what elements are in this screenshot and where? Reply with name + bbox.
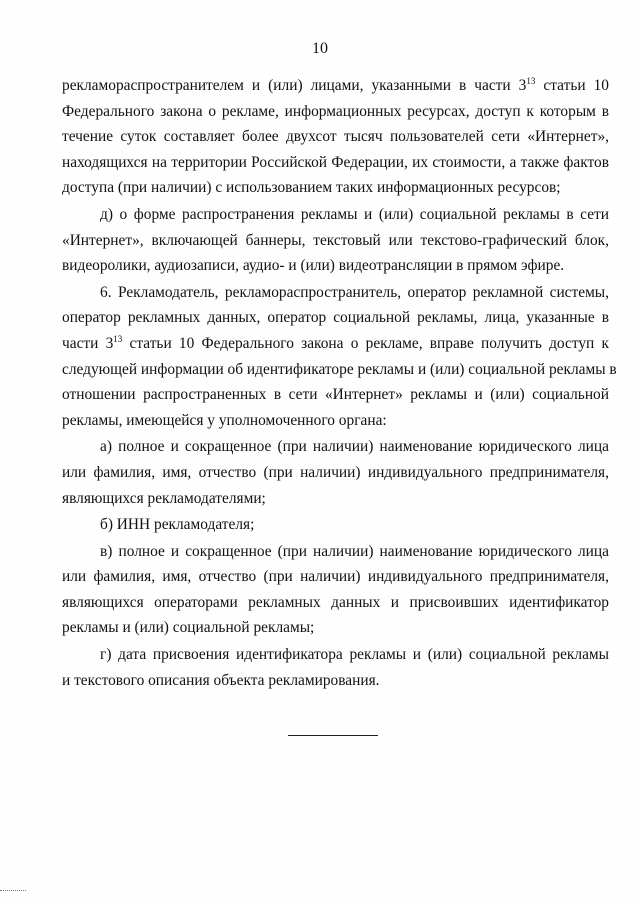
text-line: или фамилия, имя, отчество (при наличии) индивидуального предпринимателя, — [62, 568, 609, 586]
text-fragment: рекламораспространителем и (или) лицами, указанными в части 3 — [62, 77, 527, 94]
paragraph-item-d — [62, 202, 609, 279]
paragraph-continuation — [62, 73, 609, 201]
text-line: оператор рекламных данных, оператор социальной рекламы, лица, указанные в — [62, 309, 609, 327]
text-line — [62, 331, 609, 357]
text-line: или фамилия, имя, отчество (при наличии) индивидуального предпринимателя, — [62, 463, 609, 481]
superscript: 13 — [526, 76, 536, 86]
document-body — [62, 73, 617, 693]
paragraph-item-g — [62, 642, 609, 693]
text-line: являющихся операторами рекламных данных и присвоивших идентификатор — [62, 593, 609, 611]
text-line: д) о форме распространения рекламы и (или) социальной рекламы в сети — [100, 205, 609, 223]
text-line: следующей информации об идентификаторе рекламы и (или) социальной рекламы в — [62, 360, 617, 378]
superscript: 13 — [113, 333, 123, 344]
text-line: а) полное и сокращенное (при наличии) наименование юридического лица — [100, 438, 609, 456]
text-line: видеоролики, аудиозаписи, аудио- и (или) видеотрансляции в прямом эфире. — [62, 257, 565, 275]
text-line: течение суток составляет более двухсот тысяч пользователей сети «Интернет», — [62, 128, 609, 146]
text-line: доступа (при наличии) с использованием таких информационных ресурсов; — [62, 179, 561, 197]
text-fragment: статьи 10 — [535, 77, 609, 94]
text-line: рекламы, имеющейся у уполномоченного органа: — [62, 411, 387, 429]
text-line — [62, 73, 609, 99]
text-line: отношении распространенных в сети «Интернет» рекламы и (или) социальной — [62, 386, 609, 404]
text-line: г) дата присвоения идентификатора рекламы и (или) социальной рекламы — [100, 646, 609, 664]
text-line: 6. Рекламодатель, рекламораспространитель, оператор рекламной системы, — [100, 283, 609, 301]
text-fragment: части 3 — [62, 334, 114, 352]
text-line: «Интернет», включающей баннеры, текстовый или текстово-графический блок, — [62, 231, 609, 249]
paragraph-item-a — [62, 434, 609, 511]
end-of-text-rule — [288, 735, 378, 736]
text-line: в) полное и сокращенное (при наличии) наименование юридического лица — [100, 542, 609, 560]
scan-edge-mark — [0, 890, 26, 891]
text-fragment: статьи 10 Федерального закона о рекламе, вправе получить доступ к — [122, 334, 609, 352]
paragraph-6 — [62, 280, 617, 434]
text-line: и текстового описания объекта рекламирования. — [62, 671, 380, 689]
text-line: находящихся на территории Российской Федерации, их стоимости, а также фактов — [62, 153, 609, 171]
text-line: б) ИНН рекламодателя; — [100, 516, 255, 534]
text-line: являющихся рекламодателями; — [62, 489, 266, 507]
page-number: 10 — [312, 40, 328, 57]
paragraph-item-v — [62, 539, 609, 641]
text-line: рекламы и (или) социальной рекламы; — [62, 619, 315, 637]
text-line: Федерального закона о рекламе, информационных ресурсах, доступ к которым в — [62, 102, 609, 120]
paragraph-item-b — [62, 512, 609, 538]
